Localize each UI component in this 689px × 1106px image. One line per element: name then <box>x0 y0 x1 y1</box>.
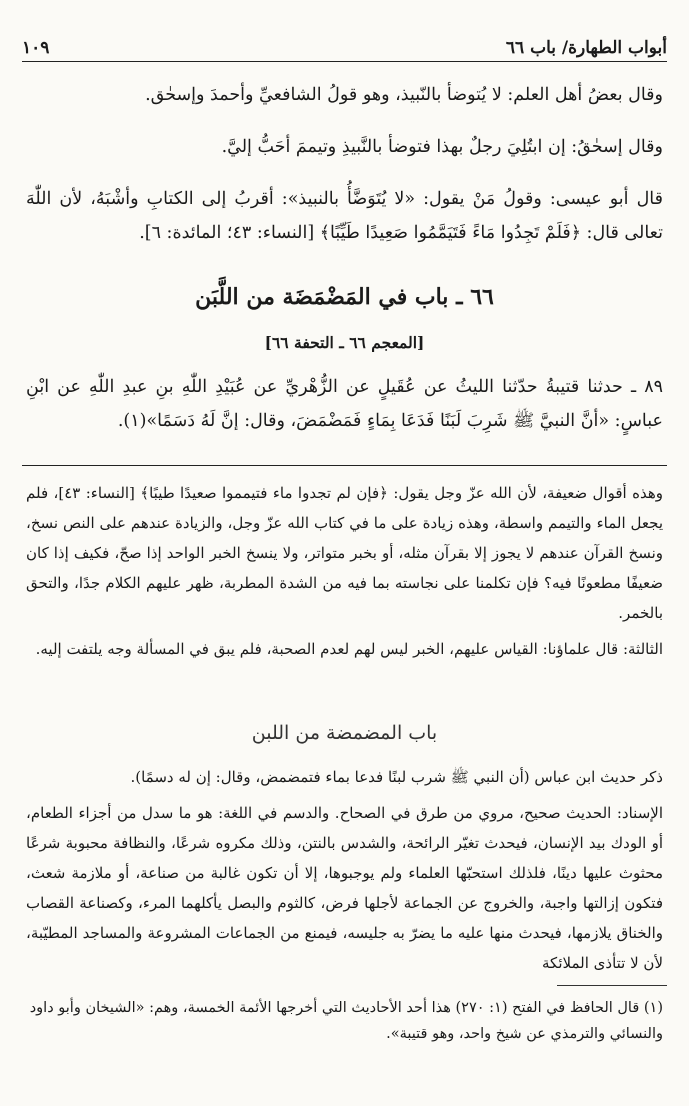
chapter-title: أبواب الطهارة/ باب ٦٦ <box>505 38 667 58</box>
page-number: ١٠٩ <box>22 38 50 58</box>
main-paragraph-3: قال أبو عيسى: وقولُ مَنْ يقول: «لا يُتَوَضَّأُ بالنبيذ»: أقربُ إلى الكتابِ وأشْبَهُ، لأن اللّٰهَ تعالى قال: ﴿فَلَمْ تَجِدُوا مَاءً فَتَيَمَّمُوا صَعِيدًا طَيِّبًا﴾ [النساء: ٤٣؛ المائدة: ٦]. <box>26 189 663 243</box>
footnote: (١) قال الحافظ في الفتح (١: ٢٧٠) هذا أحد الأحاديث التي أخرجها الأئمة الخمسة، وهم: «الشيخان وأبو داود والنسائي والترمذي عن شيخ واحد، وهو قتيبة». <box>29 1000 663 1042</box>
commentary-paragraph-4: الإسناد: الحديث صحيح، مروي من طرق في الصحاح. والدسم في اللغة: هو ما سدل من أجزاء الطعام، أو الودك بيد الإنسان، فيحدث تغيّر الرائحة، والشدس بالنتن، وذلك مكروه شرعًا، والنظافة محبوبة شرعًا محثوث عليها دينًا، فلذلك استحبّها العلماء ولم يوجبوها، إلا أن تكون غالبة من صناعة، أو ملازمة شعث، فتكون إزالتها واجبة، والخروج عن الجماعة لأجلها فرض، كالثوم والبصل يأكلهما المرء، وكصناعة القصاب والخناق يلازمها، فيحدث منها عليه ما يضرّ به جليسه، فيمنع من الجماعات المشروعة والمساجد المطيّبة، لأن لا تتأذى الملائكة <box>26 804 663 972</box>
commentary-paragraph-1: وهذه أقوال ضعيفة، لأن الله عزّ وجل يقول: ﴿فإن لم تجدوا ماء فتيمموا صعيدًا طيبًا﴾ [النساء: ٤٣]، فلم يجعل الماء والتيمم واسطة، وهذه زيادة على ما في كتاب الله عزّ وجل، والزيادة عندهم على النص نسخ، ونسخ القرآن عندهم لا يجوز إلا بقرآن مثله، أو بخبر متواتر، ولا ينسخ الخبر الواحد إذا صحّ، فكيف إذا كان ضعيفًا مطعونًا فيه؟ فإن تكلمنا على نجاسته بما فيه من الشدة المطربة، ظهر عليهم الكلام جدًا، والتحق بالخمر. <box>26 484 663 622</box>
commentary-paragraph-3: ذكر حديث ابن عباس (أن النبي ﷺ شرب لبنًا فدعا بماء فتمضمض، وقال: إن له دسمًا). <box>130 768 663 786</box>
section-title: ٦٦ ـ باب في المَضْمَضَة من اللَّبَن <box>195 284 494 310</box>
section-reference: [المعجم ٦٦ ـ التحفة ٦٦] <box>264 333 425 352</box>
main-paragraph-2: وقال إسحٰقُ: إن ابتُلِيَ رجلٌ بهذا فتوضأ بالنَّبيذِ وتيممَ أحَبُّ إليَّ. <box>221 137 663 157</box>
commentary-divider <box>22 465 667 466</box>
footnote-separator <box>557 985 667 986</box>
main-paragraph-1: وقال بعضُ أهل العلم: لا يُتوضأ بالنّبيذ، وهو قولُ الشافعيِّ وأحمدَ وإسحٰق. <box>145 85 663 105</box>
commentary-section-title: باب المضمضة من اللبن <box>251 722 438 744</box>
commentary-paragraph-2: الثالثة: قال علماؤنا: القياس عليهم، الخبر ليس لهم لعدم الصحبة، فلم يبق في المسألة وجه يلتفت إليه. <box>35 640 663 658</box>
hadith-text: ٨٩ ـ حدثنا قتيبةُ حدّثنا الليثُ عن عُقَيلٍ عن الزُّهْريِّ عن عُبَيْدِ اللّٰهِ بنِ عبدِ اللّٰهِ عن ابْنِ عباسٍ: «أنَّ النبيَّ ﷺ شَرِبَ لَبَنًا فَدَعَا بِمَاءٍ فَمَضْمَضَ، وقال: إنَّ لَهُ دَسَمًا»(١). <box>26 377 663 431</box>
page-header <box>22 30 667 62</box>
